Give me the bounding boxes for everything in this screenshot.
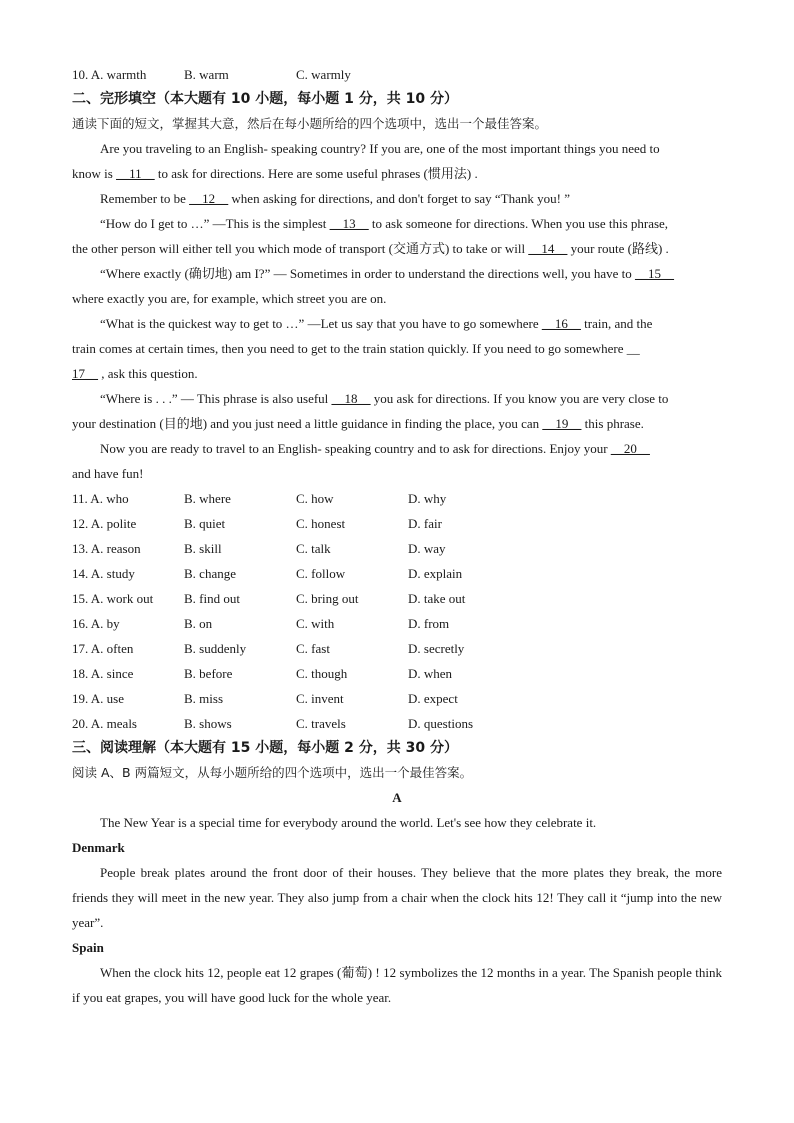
blank-15: __15__ <box>635 266 674 281</box>
options-list <box>72 486 722 736</box>
option-a: 11. A. who <box>72 491 129 506</box>
option-d: D. questions <box>408 716 473 731</box>
option-c: C. how <box>296 491 334 506</box>
country-heading-spain: Spain <box>72 940 104 955</box>
question-options-row <box>72 611 722 636</box>
option-c: C. warmly <box>296 67 351 82</box>
option-d: D. expect <box>408 691 458 706</box>
option-d: D. secretly <box>408 641 465 656</box>
country-heading-denmark: Denmark <box>72 840 125 855</box>
blank-16: __16__ <box>541 316 581 331</box>
option-a: 16. A. by <box>72 616 120 631</box>
passage-intro: The New Year is a special time for everybody around the world. Let's see how they celebrate it. <box>100 815 597 830</box>
option-b: B. change <box>184 566 236 581</box>
blank-14: __14__ <box>528 241 568 256</box>
option-b: B. shows <box>184 716 232 731</box>
passage-label: A <box>392 790 402 805</box>
blank-12: __12__ <box>189 191 229 206</box>
blank-18: __18__ <box>331 391 371 406</box>
option-a: 12. A. polite <box>72 516 137 531</box>
option-c: C. though <box>296 666 348 681</box>
option-b: B. on <box>184 616 213 631</box>
option-a: 14. A. study <box>72 566 135 581</box>
option-c: C. with <box>296 616 335 631</box>
passage-line: the other person will either tell you which mode of transport (交通方式) to take or will __14__ your route (路线) . <box>72 236 722 261</box>
passage-line: Now you are ready to travel to an English- speaking country and to ask for directions. Enjoy your __20__ <box>72 436 722 461</box>
option-d: D. explain <box>408 566 463 581</box>
passage-line: “What is the quickest way to get to …” —Let us say that you have to go somewhere __16__ train, and the <box>72 311 722 336</box>
option-c: C. talk <box>296 541 331 556</box>
option-d: D. why <box>408 491 447 506</box>
option-c: C. invent <box>296 691 344 706</box>
question-options-row <box>72 561 722 586</box>
document-page <box>72 62 722 1010</box>
passage-line: your destination (目的地) and you just need a little guidance in finding the place, you can __19__ this phrase. <box>72 411 722 436</box>
spain-paragraph: When the clock hits 12, people eat 12 grapes (葡萄) ! 12 symbolizes the 12 months in a year. The Spanish people think if you eat grapes, you will have good luck for the whole year. <box>72 965 722 1005</box>
passage-line: 17__ , ask this question. <box>72 361 722 386</box>
option-d: D. way <box>408 541 446 556</box>
passage-line: “Where is . . .” — This phrase is also useful __18__ you ask for directions. If you know you are very close to <box>72 386 722 411</box>
option-a: 15. A. work out <box>72 591 154 606</box>
option-b: B. quiet <box>184 516 226 531</box>
question-options-row <box>72 511 722 536</box>
option-a: 18. A. since <box>72 666 134 681</box>
question-options-row <box>72 486 722 511</box>
question-options-row <box>72 661 722 686</box>
option-c: C. follow <box>296 566 346 581</box>
option-d: D. when <box>408 666 453 681</box>
option-c: C. bring out <box>296 591 359 606</box>
option-b: B. find out <box>184 591 240 606</box>
passage-line: where exactly you are, for example, which street you are on. <box>72 291 387 306</box>
question-10-options <box>72 62 722 87</box>
section-2-title: 二、完形填空（本大题有 10 小题，每小题 1 分，共 10 分） <box>72 91 458 107</box>
question-options-row <box>72 536 722 561</box>
question-options-row <box>72 711 722 736</box>
option-b: B. warm <box>184 67 229 82</box>
question-options-row <box>72 686 722 711</box>
option-a: 10. A. warmth <box>72 67 147 82</box>
option-d: D. take out <box>408 591 466 606</box>
option-c: C. fast <box>296 641 330 656</box>
blank-19: __19__ <box>542 416 582 431</box>
section-3-title: 三、阅读理解（本大题有 15 小题，每小题 2 分，共 30 分） <box>72 740 458 756</box>
passage-line: “How do I get to …” —This is the simplest __13__ to ask someone for directions. When you use this phrase, <box>72 211 722 236</box>
option-c: C. honest <box>296 516 346 531</box>
option-a: 17. A. often <box>72 641 134 656</box>
blank-20: __20__ <box>610 441 650 456</box>
passage-line: “Where exactly (确切地) am I?” — Sometimes in order to understand the directions well, you have to __15__ <box>72 261 722 286</box>
blank-17: 17__ <box>72 366 98 381</box>
denmark-paragraph: People break plates around the front door of their houses. They believe that the more plates they break, the more friends they will meet in the new year. They also jump from a chair when the clock hits 12! They call it “jump into the new year”. <box>72 865 722 930</box>
option-d: D. from <box>408 616 450 631</box>
option-a: 20. A. meals <box>72 716 137 731</box>
option-c: C. travels <box>296 716 346 731</box>
passage-line: Remember to be __12__ when asking for directions, and don't forget to say “Thank you! ” <box>72 186 722 211</box>
option-b: B. where <box>184 491 231 506</box>
passage-line: train comes at certain times, then you need to get to the train station quickly. If you need to go somewhere __ <box>72 341 640 356</box>
option-d: D. fair <box>408 516 442 531</box>
option-a: 13. A. reason <box>72 541 141 556</box>
blank-13: __13__ <box>329 216 369 231</box>
question-options-row <box>72 586 722 611</box>
passage-line: and have fun! <box>72 466 144 481</box>
option-b: B. skill <box>184 541 222 556</box>
passage-line: know is __11__ to ask for directions. Here are some useful phrases (惯用法) . <box>72 161 722 186</box>
option-b: B. before <box>184 666 233 681</box>
section-3-instruction: 阅读 A、B 两篇短文，从每小题所给的四个选项中，选出一个最佳答案。 <box>72 765 473 780</box>
passage-line: Are you traveling to an English- speaking country? If you are, one of the most important things you need to <box>100 141 660 156</box>
option-b: B. miss <box>184 691 224 706</box>
blank-11: __11__ <box>116 166 155 181</box>
question-options-row <box>72 636 722 661</box>
option-a: 19. A. use <box>72 691 124 706</box>
section-2-instruction: 通读下面的短文，掌握其大意，然后在每小题所给的四个选项中，选出一个最佳答案。 <box>72 116 548 131</box>
option-b: B. suddenly <box>184 641 247 656</box>
